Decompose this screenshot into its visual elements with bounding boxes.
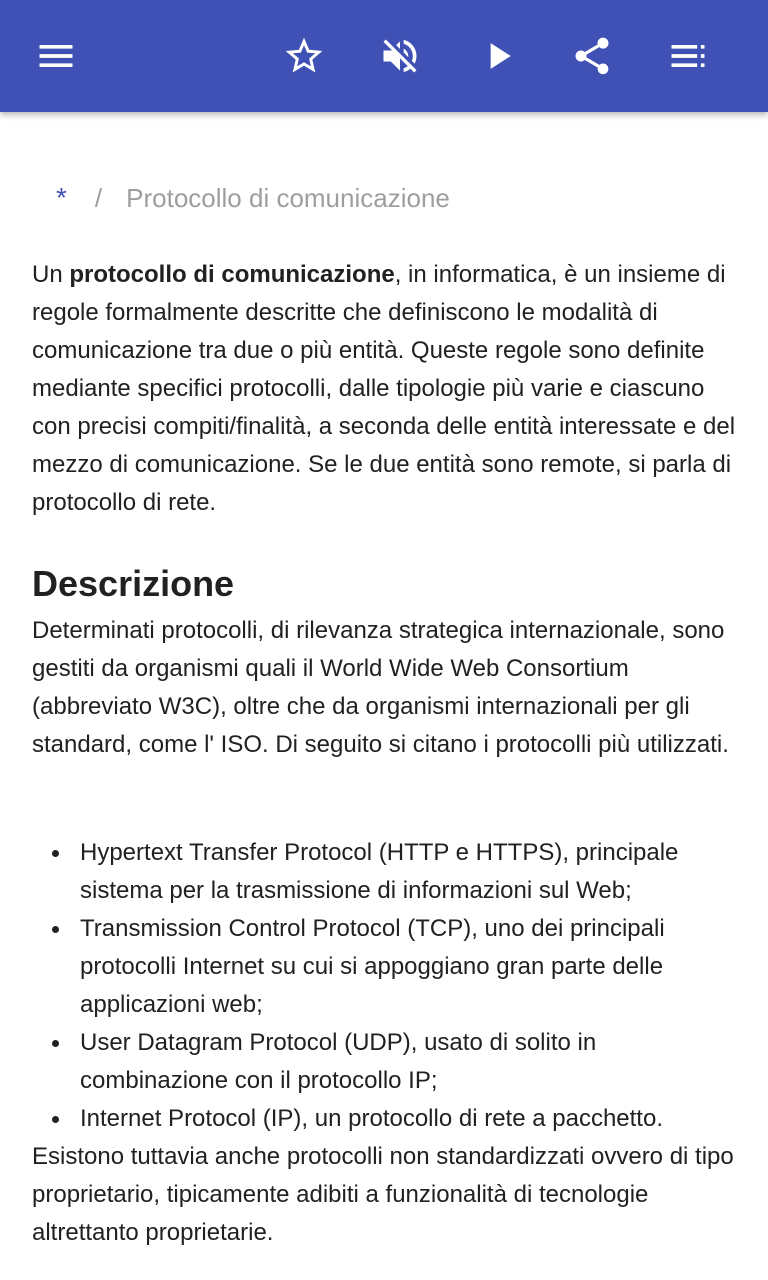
breadcrumb-home-link[interactable]: * [56,182,67,213]
menu-icon[interactable] [28,28,84,84]
list-item [32,834,736,910]
breadcrumb-current: Protocollo di comunicazione [126,183,450,213]
protocol-list [32,834,736,1138]
intro-paragraph [32,256,736,522]
description-paragraph: Determinati protocolli, di rilevanza strategica internazionale, sono gestiti da organismi quali il World Wide Web Consortium (abbreviato W3C), oltre che da organismi internazionali per gli standard, come l' ISO. Di seguito si citano i protocolli più utilizzati. [32,617,729,758]
intro-text: , in informatica, è un insieme di regole formalmente descritte che definiscono le modalità di comunicazione tra due o più entità. Queste regole sono definite mediante specifici protocolli, dalle tipologie più varie e ciascuno con precisi compiti/finalità, a seconda delle entità interessate e del mezzo di comunicazione. Se le due entità sono remote, si parla di protocollo di rete. [32,261,736,516]
list-item-text: User Datagram Protocol (UDP), usato di solito in combinazione con il protocollo IP; [80,1029,597,1094]
playlist-icon[interactable] [660,28,716,84]
list-item-text: Hypertext Transfer Protocol (HTTP e HTTPS), principale sistema per la trasmissione di informazioni sul Web; [80,839,679,904]
section-heading: Descrizione [32,563,235,604]
breadcrumb [56,182,450,214]
list-item [32,1024,736,1100]
list-item [32,910,736,1024]
volume-off-icon[interactable] [372,28,428,84]
list-item-text: Transmission Control Protocol (TCP), uno dei principali protocolli Internet su cui si appoggiano gran parte delle applicazioni web; [80,915,665,1018]
list-item [32,1100,736,1138]
intro-bold-term: protocollo di comunicazione [69,261,395,288]
play-icon[interactable] [470,28,526,84]
bullet-icon [52,850,59,857]
list-item-text: Internet Protocol (IP), un protocollo di rete a pacchetto. [80,1105,663,1132]
closing-paragraph: Esistono tuttavia anche protocolli non standardizzati ovvero di tipo proprietario, tipicamente adibiti a funzionalità di tecnologie altrettanto proprietarie. [32,1143,734,1246]
bullet-icon [52,926,59,933]
intro-prefix: Un [32,261,70,288]
bullet-icon [52,1116,59,1123]
bullet-icon [52,1040,59,1047]
app-bar [0,0,768,112]
star-outline-icon[interactable] [276,28,332,84]
breadcrumb-separator: / [94,183,103,213]
share-icon[interactable] [564,28,620,84]
